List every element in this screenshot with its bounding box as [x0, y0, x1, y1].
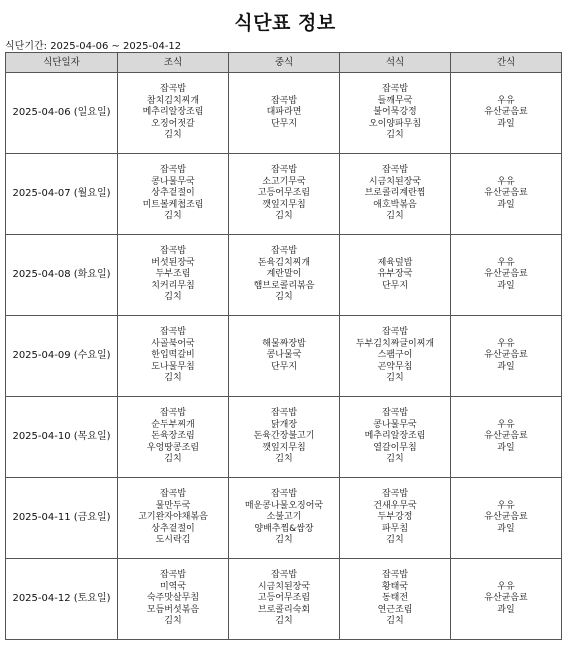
- menu-item: 우유: [497, 338, 515, 349]
- menu-item: 유산균음료: [484, 512, 528, 523]
- menu-item: 김치: [164, 616, 182, 627]
- lunch-cell: [229, 154, 340, 235]
- menu-item: 김치: [386, 454, 404, 465]
- date-cell: 2025-04-10 (목요일): [6, 397, 118, 478]
- menu-item: 우유: [497, 176, 515, 187]
- menu-item: 잡곡밥: [270, 165, 298, 176]
- menu-item: 김치: [386, 535, 404, 546]
- menu-item: 과일: [497, 604, 515, 615]
- dinner-cell: [340, 73, 451, 154]
- menu-item: 스팸구이: [377, 350, 413, 361]
- menu-item: 도시락김: [155, 535, 191, 546]
- menu-item: 잡곡밥: [159, 84, 187, 95]
- menu-item: 고등어무조림: [257, 593, 311, 604]
- lunch-cell: [229, 478, 340, 559]
- date-cell: 2025-04-12 (토요일): [6, 559, 118, 640]
- snack-cell: [451, 235, 562, 316]
- menu-item: 김치: [164, 130, 182, 141]
- menu-item: 김치: [386, 616, 404, 627]
- menu-item: 잡곡밥: [270, 408, 298, 419]
- menu-item: 브로콜리계란찜: [364, 188, 426, 199]
- menu-item: 잡곡밥: [381, 327, 409, 338]
- menu-item: 열갈이무침: [373, 442, 417, 453]
- menu-item: 치커리무침: [151, 280, 195, 291]
- menu-item: 시금치된장국: [257, 581, 311, 592]
- date-cell: 2025-04-09 (수요일): [6, 316, 118, 397]
- menu-item: 유산균음료: [484, 188, 528, 199]
- menu-item: 잡곡밥: [270, 246, 298, 257]
- menu-item: 유산균음료: [484, 431, 528, 442]
- menu-item: 돈육장조림: [151, 431, 195, 442]
- menu-item: 황태국: [381, 581, 409, 592]
- menu-item: 순두부찌개: [151, 419, 195, 430]
- menu-item: 한입떡갈비: [151, 350, 195, 361]
- menu-item: 김치: [386, 373, 404, 384]
- menu-item: 미트볼케첩조림: [142, 199, 204, 210]
- table-header-row: [6, 53, 562, 73]
- menu-item: 김치: [275, 616, 293, 627]
- menu-item: 제육덮밥: [377, 257, 413, 268]
- dinner-cell: [340, 235, 451, 316]
- menu-item: 유산균음료: [484, 350, 528, 361]
- menu-item: 소불고기: [266, 512, 302, 523]
- dinner-cell: [340, 154, 451, 235]
- menu-item: 해물짜장밥: [262, 338, 306, 349]
- menu-item: 오이양파무침: [368, 118, 422, 129]
- menu-item: 단무지: [381, 280, 409, 291]
- menu-item: 단무지: [270, 361, 298, 372]
- menu-item: 잡곡밥: [159, 570, 187, 581]
- menu-item: 소고기무국: [262, 176, 306, 187]
- menu-item: 잡곡밥: [159, 408, 187, 419]
- menu-item: 우유: [497, 95, 515, 106]
- menu-item: 대파라면: [266, 107, 302, 118]
- menu-item: 매운콩나물오징어국: [244, 500, 324, 511]
- menu-item: 잡곡밥: [159, 165, 187, 176]
- menu-item: 두부김치짜글이찌개: [355, 338, 435, 349]
- menu-item: 과일: [497, 118, 515, 129]
- menu-item: 김치: [164, 292, 182, 303]
- menu-item: 상추겉절이: [151, 523, 195, 534]
- meal-table-body: [6, 73, 562, 640]
- menu-item: 우유: [497, 581, 515, 592]
- menu-item: 양배추찜&쌈장: [254, 523, 314, 534]
- menu-item: 계란말이: [266, 269, 302, 280]
- lunch-cell: [229, 397, 340, 478]
- menu-item: 단무지: [270, 118, 298, 129]
- menu-item: 유산균음료: [484, 107, 528, 118]
- menu-item: 브로콜리숙회: [257, 604, 311, 615]
- snack-cell: [451, 154, 562, 235]
- menu-item: 콩나물무국: [151, 176, 195, 187]
- menu-item: 메추리알장조림: [142, 107, 204, 118]
- menu-item: 유산균음료: [484, 269, 528, 280]
- table-row: [6, 154, 562, 235]
- menu-item: 과일: [497, 442, 515, 453]
- menu-item: 잡곡밥: [159, 246, 187, 257]
- menu-item: 도나물무침: [151, 361, 195, 372]
- table-row: [6, 559, 562, 640]
- menu-item: 김치: [386, 211, 404, 222]
- dinner-cell: [340, 559, 451, 640]
- breakfast-cell: [118, 397, 229, 478]
- breakfast-cell: [118, 235, 229, 316]
- dinner-cell: [340, 397, 451, 478]
- menu-item: 동태전: [381, 593, 409, 604]
- date-cell: 2025-04-11 (금요일): [6, 478, 118, 559]
- menu-item: 모듬버섯볶음: [146, 604, 200, 615]
- menu-item: 김치: [275, 211, 293, 222]
- menu-item: 메추리알장조림: [364, 431, 426, 442]
- menu-item: 콩나물무국: [373, 419, 417, 430]
- menu-item: 두부조림: [155, 269, 191, 280]
- table-row: [6, 397, 562, 478]
- meal-period: 식단기간: 2025-04-06 ~ 2025-04-12: [5, 41, 182, 52]
- menu-item: 과일: [497, 199, 515, 210]
- menu-item: 과일: [497, 523, 515, 534]
- menu-item: 햄브로콜리볶음: [253, 280, 315, 291]
- menu-item: 우유: [497, 419, 515, 430]
- menu-item: 김치: [164, 373, 182, 384]
- snack-cell: [451, 397, 562, 478]
- menu-item: 돈육간장불고기: [253, 431, 315, 442]
- menu-item: 고기완자야채볶음: [138, 512, 208, 523]
- menu-item: 잡곡밥: [270, 570, 298, 581]
- lunch-cell: [229, 316, 340, 397]
- menu-item: 김치: [164, 211, 182, 222]
- menu-item: 파무침: [381, 523, 409, 534]
- header-snack: 간식: [451, 53, 562, 73]
- table-row: [6, 73, 562, 154]
- menu-item: 우유: [497, 257, 515, 268]
- table-row: [6, 478, 562, 559]
- menu-item: 상추겉절이: [151, 188, 195, 199]
- date-cell: 2025-04-08 (화요일): [6, 235, 118, 316]
- breakfast-cell: [118, 316, 229, 397]
- menu-item: 우유: [497, 500, 515, 511]
- header-dinner: 석식: [340, 53, 451, 73]
- menu-item: 김치: [275, 454, 293, 465]
- menu-item: 들깨무국: [377, 95, 413, 106]
- menu-item: 과일: [497, 280, 515, 291]
- menu-item: 잡곡밥: [381, 408, 409, 419]
- menu-item: 콩나물국: [266, 350, 302, 361]
- menu-item: 잡곡밥: [159, 489, 187, 500]
- menu-item: 닭개장: [270, 419, 298, 430]
- dinner-cell: [340, 478, 451, 559]
- menu-item: 김치: [386, 130, 404, 141]
- snack-cell: [451, 73, 562, 154]
- meal-table: [5, 52, 562, 640]
- menu-item: 잡곡밥: [381, 84, 409, 95]
- menu-item: 불어묵강정: [373, 107, 417, 118]
- lunch-cell: [229, 73, 340, 154]
- menu-item: 잡곡밥: [381, 489, 409, 500]
- menu-item: 고등어무조림: [257, 188, 311, 199]
- menu-item: 깻잎지무침: [262, 442, 306, 453]
- menu-item: 김치: [164, 454, 182, 465]
- menu-item: 잡곡밥: [270, 95, 298, 106]
- menu-item: 사골북어국: [151, 338, 195, 349]
- menu-item: 두부강정: [377, 512, 413, 523]
- menu-item: 참치김치찌개: [146, 95, 200, 106]
- menu-item: 물만두국: [155, 500, 191, 511]
- menu-item: 김치: [275, 535, 293, 546]
- menu-item: 잡곡밥: [381, 165, 409, 176]
- date-cell: 2025-04-06 (일요일): [6, 73, 118, 154]
- snack-cell: [451, 478, 562, 559]
- table-row: [6, 316, 562, 397]
- menu-item: 오징어젓갈: [151, 118, 195, 129]
- menu-item: 김치: [275, 292, 293, 303]
- menu-item: 유부장국: [377, 269, 413, 280]
- snack-cell: [451, 316, 562, 397]
- menu-item: 연근조림: [377, 604, 413, 615]
- menu-item: 곤약무침: [377, 361, 413, 372]
- menu-item: 돈육김치찌개: [257, 257, 311, 268]
- lunch-cell: [229, 235, 340, 316]
- page-title: 식단표 정보: [234, 12, 336, 34]
- date-cell: 2025-04-07 (월요일): [6, 154, 118, 235]
- menu-item: 잡곡밥: [159, 327, 187, 338]
- menu-item: 시금치된장국: [368, 176, 422, 187]
- lunch-cell: [229, 559, 340, 640]
- header-breakfast: 조식: [118, 53, 229, 73]
- menu-item: 잡곡밥: [381, 570, 409, 581]
- menu-item: 미역국: [159, 581, 187, 592]
- menu-item: 우엉땅콩조림: [146, 442, 200, 453]
- header-lunch: 중식: [229, 53, 340, 73]
- menu-item: 건새우무국: [373, 500, 417, 511]
- breakfast-cell: [118, 154, 229, 235]
- menu-item: 숙주맛살무침: [146, 593, 200, 604]
- menu-item: 과일: [497, 361, 515, 372]
- breakfast-cell: [118, 559, 229, 640]
- menu-item: 깻잎지무침: [262, 199, 306, 210]
- dinner-cell: [340, 316, 451, 397]
- menu-item: 유산균음료: [484, 593, 528, 604]
- snack-cell: [451, 559, 562, 640]
- menu-item: 버섯된장국: [151, 257, 195, 268]
- header-date: 식단일자: [6, 53, 118, 73]
- breakfast-cell: [118, 478, 229, 559]
- menu-item: 잡곡밥: [270, 489, 298, 500]
- menu-item: 애호박볶음: [373, 199, 417, 210]
- breakfast-cell: [118, 73, 229, 154]
- table-row: [6, 235, 562, 316]
